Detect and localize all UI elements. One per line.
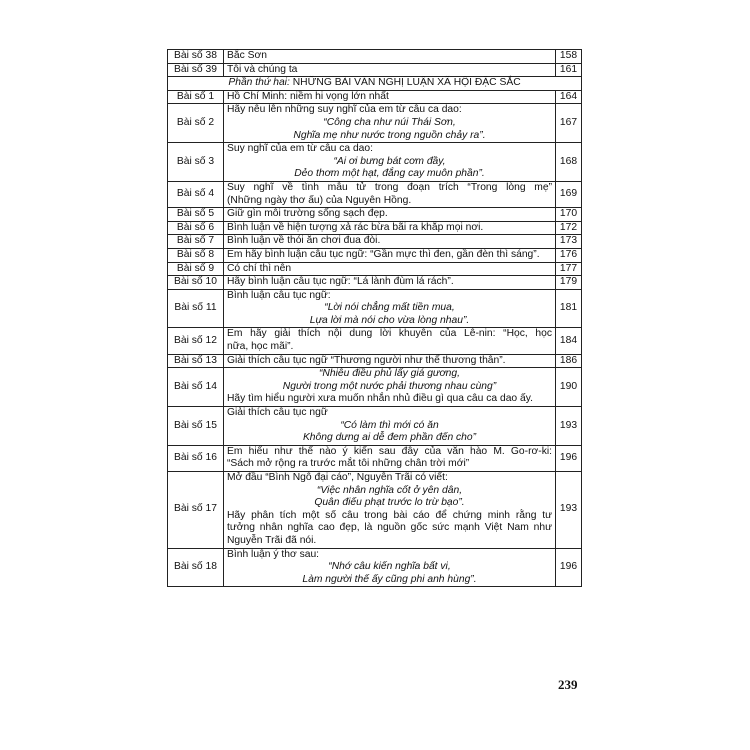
lesson-title-line: (Những ngày thơ ấu) của Nguyên Hồng. <box>227 194 412 206</box>
table-row <box>168 289 582 328</box>
lesson-title-line: Bình luận về thói ăn chơi đua đòi. <box>227 235 381 247</box>
section-title: NHỮNG BÀI VĂN NGHỊ LUẬN XÃ HỘI ĐẶC SẮC <box>292 77 521 89</box>
lesson-number: Bài số 39 <box>168 63 224 77</box>
lesson-page: 161 <box>556 63 582 77</box>
lesson-page: 164 <box>556 90 582 104</box>
table-row <box>168 90 582 104</box>
lesson-title-line: Bình luận ý thơ sau: <box>227 548 320 560</box>
lesson-title-line: Không dưng ai dễ đem phần đến cho” <box>302 432 477 444</box>
table-row <box>168 143 582 182</box>
lesson-title-line: Hãy tìm hiểu người xưa muốn nhắn nhủ điều gì qua câu ca dao ấy. <box>227 393 533 405</box>
table-row <box>168 248 582 262</box>
lesson-title-line: Em hãy giải thích nội dung lời khuyên của Lê-nin: “Học, học <box>227 328 552 340</box>
lesson-title-line: Có chí thì nên <box>227 262 292 274</box>
lesson-number: Bài số 38 <box>168 50 224 64</box>
table-body <box>168 90 582 587</box>
lesson-page: 196 <box>556 445 582 471</box>
lesson-title-line: “Ai ơi bưng bát cơm đầy, <box>333 155 446 167</box>
lesson-title-line: “Nhiễu điều phủ lấy giá gương, <box>319 368 460 380</box>
table-row <box>168 328 582 354</box>
lesson-number: Bài số 9 <box>168 262 224 276</box>
lesson-page: 167 <box>556 104 582 143</box>
lesson-title <box>224 208 556 222</box>
lesson-title-line: Giữ gìn môi trường sống sạch đẹp. <box>227 208 388 220</box>
lesson-title <box>224 221 556 235</box>
table-row <box>168 262 582 276</box>
lesson-title-line: Giải thích câu tục ngữ “Thương người như thể thương thân”. <box>227 354 506 366</box>
table-row <box>168 354 582 368</box>
lesson-title-line: Em hãy bình luận câu tục ngữ: “Gần mực thì đen, gần đèn thì sáng”. <box>227 248 540 260</box>
lesson-number: Bài số 13 <box>168 354 224 368</box>
lesson-page: 158 <box>556 50 582 64</box>
lesson-title-line: tưởng nhân nghĩa cao đẹp, là nguồn gốc sức mạnh Việt Nam như <box>227 522 552 534</box>
page-number: 239 <box>558 677 578 692</box>
lesson-number: Bài số 1 <box>168 90 224 104</box>
lesson-title-line: “Sách mở rộng ra trước mắt tôi những chân trời mới” <box>227 458 470 470</box>
lesson-number: Bài số 16 <box>168 445 224 471</box>
lesson-page: 193 <box>556 472 582 549</box>
lesson-title-line: nữa, học mãi”. <box>227 341 294 353</box>
lesson-page: 193 <box>556 407 582 446</box>
lesson-title-line: “Lời nói chẳng mất tiền mua, <box>324 302 455 314</box>
lesson-page: 168 <box>556 143 582 182</box>
table-row <box>168 208 582 222</box>
table-row <box>168 548 582 587</box>
lesson-page: 170 <box>556 208 582 222</box>
table-of-contents <box>167 49 582 587</box>
lesson-title <box>224 328 556 354</box>
lesson-title-line: Quân điếu phạt trước lo trừ bạo”. <box>314 497 465 509</box>
lesson-title <box>224 90 556 104</box>
lesson-title <box>224 248 556 262</box>
lesson-number: Bài số 2 <box>168 104 224 143</box>
lesson-title-line: Nghĩa mẹ như nước trong nguồn chảy ra”. <box>293 129 486 141</box>
lesson-title-line: Mở đầu “Bình Ngô đại cáo”, Nguyễn Trãi có viết: <box>227 472 448 483</box>
lesson-title-line: “Công cha như núi Thái Sơn, <box>323 116 456 128</box>
table-row <box>168 104 582 143</box>
lesson-number: Bài số 15 <box>168 407 224 446</box>
lesson-title <box>224 181 556 207</box>
lesson-number: Bài số 4 <box>168 181 224 207</box>
table-row <box>168 472 582 549</box>
lesson-title <box>224 143 556 182</box>
lesson-page: 184 <box>556 328 582 354</box>
lesson-title-line: Em hiểu như thế nào ý kiến sau đây của văn hào M. Go-rơ-ki: <box>227 445 552 457</box>
lesson-title-line: Dẻo thơm một hạt, đắng cay muôn phần”. <box>294 168 485 180</box>
lesson-title-line: Hãy nêu lên những suy nghĩ của em từ câu ca dao: <box>227 104 462 116</box>
table-row <box>168 50 582 64</box>
lesson-title-line: “Việc nhân nghĩa cốt ở yên dân, <box>316 484 463 496</box>
lesson-number: Bài số 3 <box>168 143 224 182</box>
table-row <box>168 276 582 290</box>
lesson-page: 173 <box>556 235 582 249</box>
lesson-title <box>224 407 556 446</box>
lesson-number: Bài số 8 <box>168 248 224 262</box>
lesson-page: 172 <box>556 221 582 235</box>
lesson-title <box>224 104 556 143</box>
lesson-title-line: Giải thích câu tục ngữ <box>227 407 328 419</box>
table-row <box>168 407 582 446</box>
lesson-title <box>224 354 556 368</box>
table-row <box>168 63 582 77</box>
lesson-page: 196 <box>556 548 582 587</box>
table-row <box>168 235 582 249</box>
section-prefix: Phần thứ hai: <box>228 77 290 89</box>
lesson-title-line: “Nhớ câu kiến nghĩa bất vi, <box>328 561 451 573</box>
lesson-number: Bài số 5 <box>168 208 224 222</box>
lesson-title-line: Lựa lời mà nói cho vừa lòng nhau”. <box>309 314 470 326</box>
lesson-title <box>224 445 556 471</box>
lesson-title-line: Hãy bình luận câu tục ngữ: “Lá lành đùm lá rách”. <box>227 276 454 288</box>
lesson-title-line: Bình luận về hiện tượng xả rác bừa bãi ra khắp mọi nơi. <box>227 221 484 233</box>
lesson-number: Bài số 12 <box>168 328 224 354</box>
table-row <box>168 221 582 235</box>
table-row <box>168 181 582 207</box>
lesson-title <box>224 548 556 587</box>
section-header-row <box>168 77 582 91</box>
lesson-title-line: “Có làm thì mới có ăn <box>340 419 439 431</box>
lesson-title <box>224 472 556 549</box>
lesson-number: Bài số 14 <box>168 368 224 407</box>
lesson-title-line: Suy nghĩ về tình mẫu tử trong đoạn trích “Trong lòng mẹ” <box>227 181 552 193</box>
table-row <box>168 445 582 471</box>
lesson-title-line: Hãy phân tích một số câu trong bài cáo để chứng minh rằng tư <box>227 509 552 521</box>
lesson-number: Bài số 17 <box>168 472 224 549</box>
lesson-title-line: Làm người thế ấy cũng phi anh hùng”. <box>302 573 477 585</box>
section-heading <box>168 77 582 91</box>
lesson-number: Bài số 18 <box>168 548 224 587</box>
lesson-title <box>224 262 556 276</box>
lesson-page: 169 <box>556 181 582 207</box>
lesson-title: Tôi và chúng ta <box>224 63 556 77</box>
lesson-title-line: Hồ Chí Minh: niềm hi vọng lớn nhất <box>227 90 389 102</box>
lesson-title <box>224 276 556 290</box>
lesson-page: 181 <box>556 289 582 328</box>
lesson-title: Bắc Sơn <box>224 50 556 64</box>
lesson-title-line: Bình luận câu tục ngữ: <box>227 289 331 301</box>
lesson-page: 179 <box>556 276 582 290</box>
lesson-title <box>224 368 556 407</box>
lesson-page: 176 <box>556 248 582 262</box>
lesson-page: 177 <box>556 262 582 276</box>
lesson-title-line: Suy nghĩ của em từ câu ca dao: <box>227 143 373 155</box>
lesson-page: 186 <box>556 354 582 368</box>
table-row <box>168 368 582 407</box>
lesson-title <box>224 235 556 249</box>
lesson-title-line: Nguyễn Trãi đã nói. <box>227 534 317 546</box>
lesson-title <box>224 289 556 328</box>
lesson-title-line: Người trong một nước phải thương nhau cùng” <box>282 380 497 392</box>
lesson-number: Bài số 10 <box>168 276 224 290</box>
lesson-number: Bài số 7 <box>168 235 224 249</box>
lesson-page: 190 <box>556 368 582 407</box>
lesson-number: Bài số 6 <box>168 221 224 235</box>
lesson-number: Bài số 11 <box>168 289 224 328</box>
